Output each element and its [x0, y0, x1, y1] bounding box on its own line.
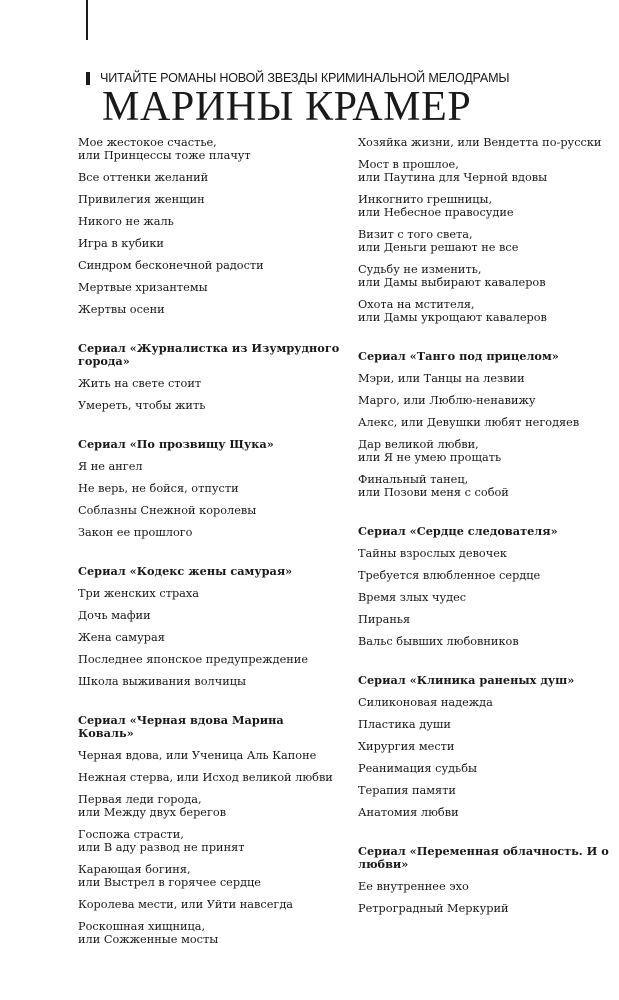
book-title-line: Анатомия любви: [358, 806, 459, 819]
book-title: [358, 696, 618, 709]
book-title-line: или Принцессы тоже плачут: [78, 149, 251, 162]
book-title-line: Визит с того света,: [358, 228, 473, 241]
book-title-line: Судьбу не изменить,: [358, 263, 482, 276]
book-title: [78, 215, 340, 228]
book-title-line: Ретроградный Меркурий: [358, 902, 509, 915]
book-series-group: [78, 342, 340, 412]
book-title-line: Умереть, чтобы жить: [78, 399, 206, 412]
series-heading: Сериал «Сердце следователя»: [358, 524, 558, 538]
right-column: [358, 136, 618, 924]
book-title-line: Жертвы осени: [78, 303, 165, 316]
book-title: [78, 771, 340, 784]
series-heading: Сериал «По прозвищу Щука»: [78, 437, 274, 451]
book-title-line: Хозяйка жизни, или Вендетта по-русски: [358, 136, 602, 149]
book-title: [78, 504, 340, 517]
book-title-line: Инкогнито грешницы,: [358, 193, 493, 206]
book-title-line: Требуется влюбленное сердце: [358, 569, 541, 582]
book-title: [358, 784, 618, 797]
book-title-line: Все оттенки желаний: [78, 171, 209, 184]
book-title-line: Роскошная хищница,: [78, 920, 206, 933]
book-title: [358, 416, 618, 429]
book-series-group: [78, 136, 340, 316]
book-series-group: [358, 350, 618, 499]
book-title: [358, 635, 618, 648]
book-series-group: [78, 714, 340, 946]
book-title-line: или Дамы укрощают кавалеров: [358, 311, 547, 324]
book-title-line: Игра в кубики: [78, 237, 164, 250]
book-title-line: Жена самурая: [78, 631, 165, 644]
book-title-line: Жить на свете стоит: [78, 377, 202, 390]
book-title-line: Мое жестокое счастье,: [78, 136, 217, 149]
series-heading: Сериал «Переменная облачность. И о любви»: [358, 844, 609, 871]
top-vertical-rule: [86, 0, 88, 40]
left-column: [78, 136, 340, 955]
book-title-line: Финальный танец,: [358, 473, 469, 486]
book-title-line: Три женских страха: [78, 587, 200, 600]
book-title: [78, 609, 340, 622]
book-title: [358, 394, 618, 407]
book-title: [78, 631, 340, 644]
book-title-line: Терапия памяти: [358, 784, 456, 797]
book-title: [78, 587, 340, 600]
book-title-line: Ее внутреннее эхо: [358, 880, 469, 893]
book-title-line: Никого не жаль: [78, 215, 174, 228]
book-title-line: Дочь мафии: [78, 609, 151, 622]
book-title: [358, 193, 618, 219]
book-title-line: или Сожженные мосты: [78, 933, 219, 946]
book-title-line: Не верь, не бойся, отпусти: [78, 482, 239, 495]
book-title: [78, 749, 340, 762]
book-title-line: Черная вдова, или Ученица Аль Капоне: [78, 749, 317, 762]
book-title-line: Дар великой любви,: [358, 438, 479, 451]
subtitle-text: ЧИТАЙТЕ РОМАНЫ НОВОЙ ЗВЕЗДЫ КРИМИНАЛЬНОЙ МЕЛОДРАМЫ: [100, 71, 510, 85]
book-title: [78, 136, 340, 162]
book-title-line: Нежная стерва, или Исход великой любви: [78, 771, 333, 784]
book-title: [358, 591, 618, 604]
book-title-line: Первая леди города,: [78, 793, 202, 806]
book-title: [358, 806, 618, 819]
book-title: [358, 613, 618, 626]
book-title-line: или Паутина для Черной вдовы: [358, 171, 548, 184]
book-title-line: Пиранья: [358, 613, 411, 626]
book-title: [78, 237, 340, 250]
book-title: [358, 902, 618, 915]
book-title: [78, 863, 340, 889]
series-heading: Сериал «Черная вдова Марина Коваль»: [78, 713, 284, 740]
book-title-line: Соблазны Снежной королевы: [78, 504, 257, 517]
book-series-group: [358, 525, 618, 648]
book-title-line: Хирургия мести: [358, 740, 455, 753]
book-title: [78, 259, 340, 272]
book-title-line: Карающая богиня,: [78, 863, 191, 876]
book-title: [78, 828, 340, 854]
book-title-line: Охота на мстителя,: [358, 298, 475, 311]
book-title: [78, 171, 340, 184]
book-title: [78, 303, 340, 316]
book-title-line: Марго, или Люблю-ненавижу: [358, 394, 536, 407]
book-title-line: или Дамы выбирают кавалеров: [358, 276, 546, 289]
book-series-group: [78, 565, 340, 688]
book-title: [78, 193, 340, 206]
book-title: [358, 298, 618, 324]
book-title-line: Пластика души: [358, 718, 451, 731]
book-title: [358, 473, 618, 499]
book-title-line: или Я не умею прощать: [358, 451, 502, 464]
book-series-group: [358, 674, 618, 819]
series-heading: Сериал «Кодекс жены самурая»: [78, 564, 293, 578]
book-title-line: Привилегия женщин: [78, 193, 205, 206]
book-title: [78, 675, 340, 688]
book-title: [358, 158, 618, 184]
book-title-line: Мост в прошлое,: [358, 158, 459, 171]
subtitle-bar-mark: [86, 72, 90, 85]
series-heading: Сериал «Танго под прицелом»: [358, 349, 559, 363]
book-title: [358, 136, 618, 149]
page-header: [86, 70, 606, 128]
book-title-line: Госпожа страсти,: [78, 828, 184, 841]
book-series-group: [358, 136, 618, 324]
book-title-line: Силиконовая надежда: [358, 696, 493, 709]
book-title-line: Последнее японское предупреждение: [78, 653, 309, 666]
book-title: [358, 718, 618, 731]
book-title-line: Я не ангел: [78, 460, 143, 473]
book-title: [78, 920, 340, 946]
book-title-line: Время злых чудес: [358, 591, 467, 604]
series-heading: Сериал «Клиника раненых душ»: [358, 673, 575, 687]
book-title: [78, 281, 340, 294]
book-title-line: Синдром бесконечной радости: [78, 259, 264, 272]
book-title: [78, 653, 340, 666]
book-title: [358, 438, 618, 464]
series-heading: Сериал «Журналистка из Изумрудного города»: [78, 341, 340, 368]
book-title-line: или Деньги решают не все: [358, 241, 519, 254]
book-title: [358, 762, 618, 775]
book-title-line: или Выстрел в горячее сердце: [78, 876, 261, 889]
book-title: [78, 482, 340, 495]
book-title: [358, 740, 618, 753]
book-title-line: Реанимация судьбы: [358, 762, 477, 775]
book-title-line: или В аду развод не принят: [78, 841, 245, 854]
book-title-line: Тайны взрослых девочек: [358, 547, 507, 560]
book-title: [78, 526, 340, 539]
book-title-line: Мэри, или Танцы на лезвии: [358, 372, 525, 385]
book-title-line: Алекс, или Девушки любят негодяев: [358, 416, 580, 429]
book-series-group: [358, 845, 618, 915]
book-series-group: [78, 438, 340, 539]
book-title: [78, 399, 340, 412]
book-title: [358, 372, 618, 385]
book-title-line: Школа выживания волчицы: [78, 675, 246, 688]
book-title-line: или Позови меня с собой: [358, 486, 509, 499]
author-name: МАРИНЫ КРАМЕР: [102, 84, 472, 130]
book-title-line: Мертвые хризантемы: [78, 281, 208, 294]
book-title-line: или Небесное правосудие: [358, 206, 514, 219]
book-title-line: Вальс бывших любовников: [358, 635, 519, 648]
book-title: [358, 569, 618, 582]
book-title: [78, 793, 340, 819]
book-title-line: Королева мести, или Уйти навсегда: [78, 898, 294, 911]
book-title: [78, 898, 340, 911]
book-title: [78, 377, 340, 390]
book-title-line: или Между двух берегов: [78, 806, 227, 819]
book-title: [78, 460, 340, 473]
book-title-line: Закон ее прошлого: [78, 526, 193, 539]
book-title: [358, 263, 618, 289]
book-title: [358, 880, 618, 893]
book-title: [358, 547, 618, 560]
book-title: [358, 228, 618, 254]
